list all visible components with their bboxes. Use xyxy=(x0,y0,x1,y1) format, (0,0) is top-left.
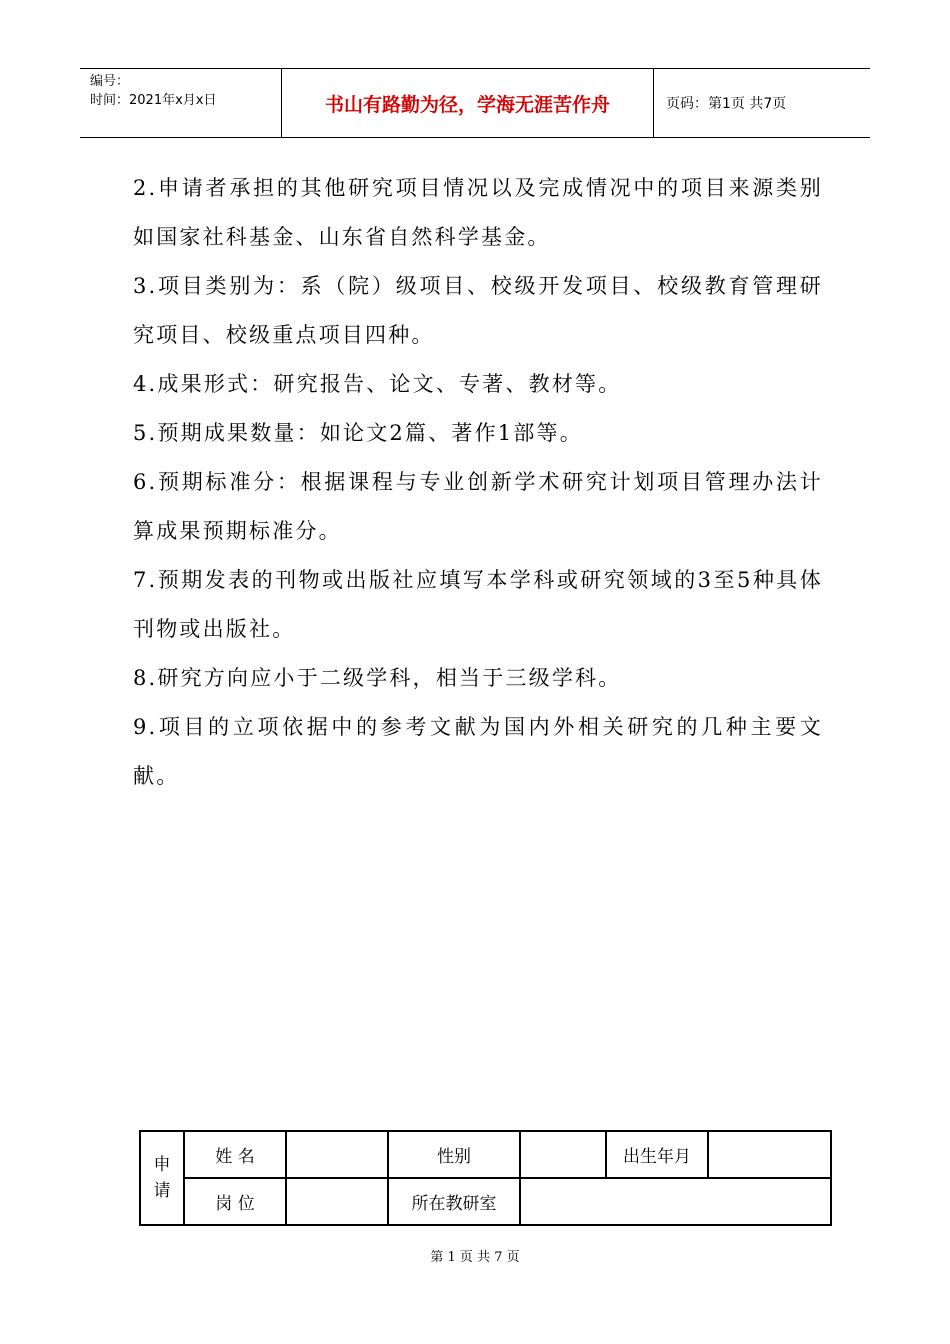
paragraph-7: 7.预期发表的刊物或出版社应填写本学科或研究领域的3至5种具体刊物或出版社。 xyxy=(133,568,823,641)
gender-value-cell[interactable] xyxy=(520,1131,606,1178)
header-page-info: 页码：第1页 共7页 xyxy=(666,96,787,112)
paragraph-3: 3.项目类别为：系（院）级项目、校级开发项目、校级教育管理研究项目、校级重点项目四种。 xyxy=(133,274,823,347)
applicant-info-table xyxy=(139,1130,832,1226)
paragraph-8: 8.研究方向应小于二级学科，相当于三级学科。 xyxy=(133,666,622,690)
side-char-2: 请 xyxy=(153,1181,171,1201)
office-value-cell[interactable] xyxy=(520,1178,831,1225)
side-char-1: 申 xyxy=(153,1155,171,1175)
position-value-cell[interactable] xyxy=(286,1178,388,1225)
gender-label: 性别 xyxy=(388,1131,520,1178)
applicant-side-label xyxy=(140,1131,184,1225)
paragraph-4: 4.成果形式：研究报告、论文、专著、教材等。 xyxy=(133,372,622,396)
paragraph-2: 2.申请者承担的其他研究项目情况以及完成情况中的项目来源类别如国家社科基金、山东省自然科学基金。 xyxy=(133,176,823,249)
birth-label: 出生年月 xyxy=(606,1131,708,1178)
name-value-cell[interactable] xyxy=(286,1131,388,1178)
header-meta xyxy=(80,69,282,137)
page-footer: 第 1 页 共 7 页 xyxy=(430,1250,520,1265)
paragraph-6: 6.预期标准分：根据课程与专业创新学术研究计划项目管理办法计算成果预期标准分。 xyxy=(133,470,823,543)
name-label-text: 姓 名 xyxy=(215,1147,255,1167)
paragraph-9: 9.项目的立项依据中的参考文献为国内外相关研究的几种主要文献。 xyxy=(133,715,823,788)
number-label: 编号： xyxy=(90,74,130,89)
birth-value-cell[interactable] xyxy=(708,1131,831,1178)
document-body xyxy=(133,164,823,801)
header-motto: 书山有路勤为径，学海无涯苦作舟 xyxy=(282,69,654,137)
position-label-text: 岗 位 xyxy=(215,1194,255,1214)
page-header xyxy=(80,68,870,138)
paragraph-5: 5.预期成果数量：如论文2篇、著作1部等。 xyxy=(133,421,583,445)
time-label: 时间：2021年x月x日 xyxy=(90,93,217,108)
office-label: 所在教研室 xyxy=(388,1178,520,1225)
name-label xyxy=(184,1131,286,1178)
position-label xyxy=(184,1178,286,1225)
